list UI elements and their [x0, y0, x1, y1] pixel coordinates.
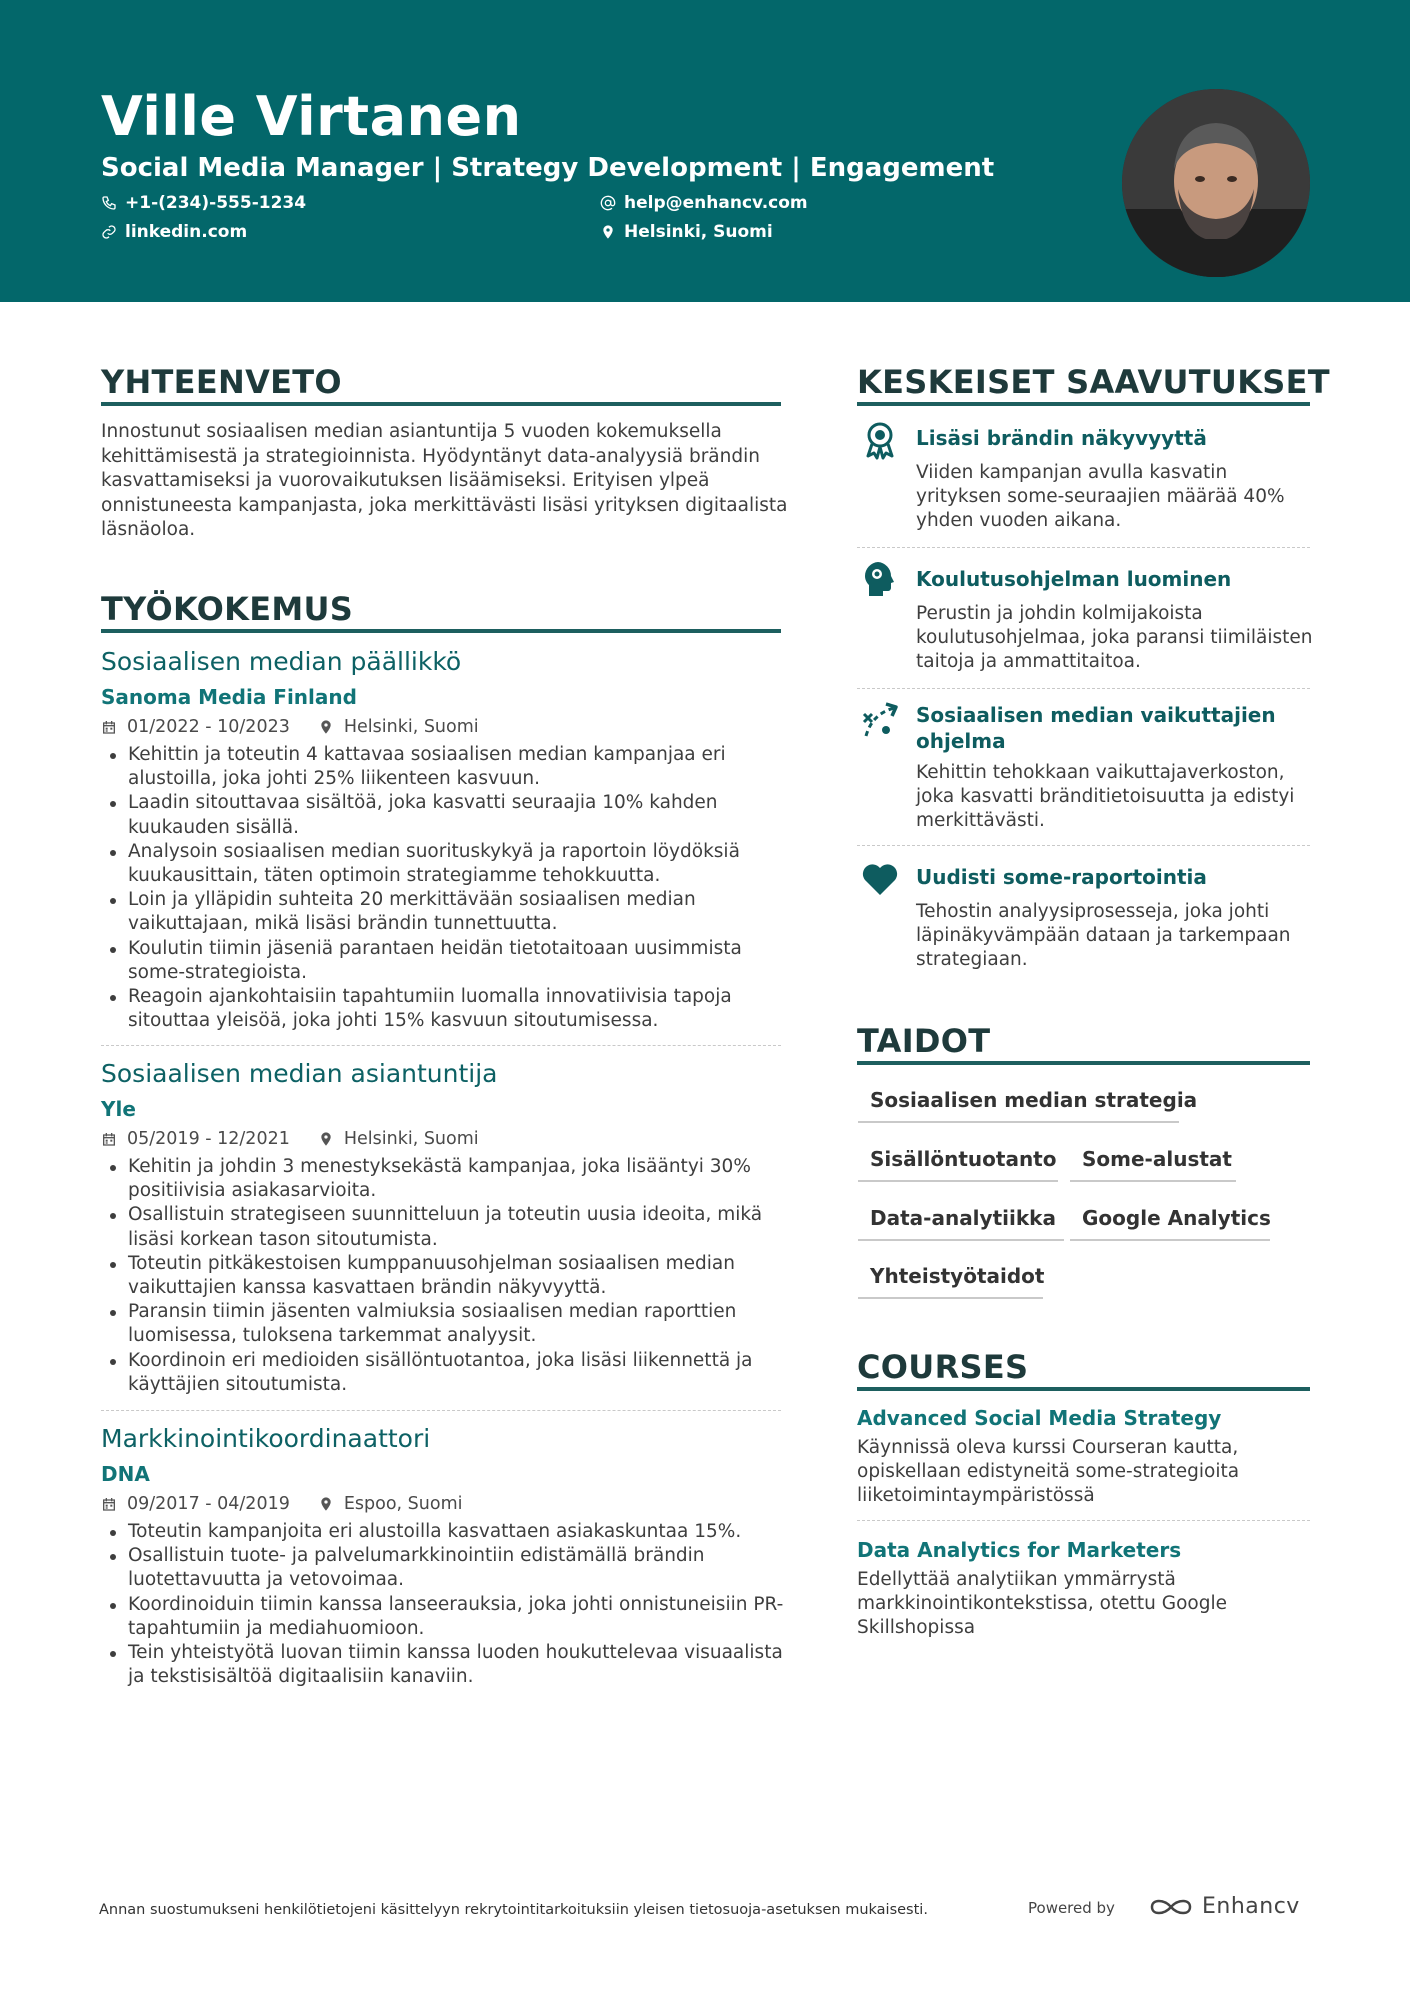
job-separator — [101, 1045, 781, 1046]
job-meta — [101, 1492, 462, 1516]
job-dates: 09/2017 - 04/2019 — [127, 1494, 290, 1514]
job-bullet: Osallistuin strategiseen suunnitteluun ja toteutin uusia ideoita, mikä lisäsi korkean tason sitoutumista. — [101, 1203, 791, 1251]
job-bullet: Laadin sitouttavaa sisältöä, joka kasvatti seuraajia 10% kahden kuukauden sisällä. — [101, 791, 791, 839]
contact-location — [600, 220, 773, 244]
job-meta — [101, 1127, 479, 1151]
job-location: Espoo, Suomi — [343, 1494, 463, 1514]
achievement-text: Tehostin analyysiprosesseja, joka johti läpinäkyvämpään dataan ja tarkempaan strategiaan. — [916, 901, 1291, 971]
candidate-headline: Social Media Manager | Strategy Development | Engagement — [101, 153, 995, 183]
location-pin-icon — [318, 719, 334, 735]
profile-photo — [1122, 89, 1310, 277]
enhancv-logo[interactable] — [1148, 1892, 1300, 1922]
powered-by-label: Powered by — [1028, 1899, 1115, 1917]
job-title: Markkinointikoordinaattori — [101, 1424, 431, 1453]
job-bullets — [101, 743, 791, 1033]
skill-tag: Some-alustat — [1070, 1144, 1236, 1182]
job-bullet: Toteutin pitkäkestoisen kumppanuusohjelman sosiaalisen median vaikuttajien kanssa kasvattaen brändin näkyvyyttä. — [101, 1252, 791, 1300]
skill-tag: Sisällöntuotanto — [858, 1144, 1058, 1182]
job-meta — [101, 715, 479, 739]
job-bullet: Koordinoin eri medioiden sisällöntuotantoa, joka lisäsi liikennettä ja käyttäjien sitoutumista. — [101, 1349, 791, 1397]
phone-icon — [101, 195, 117, 211]
achievement-title: Sosiaalisen median vaikuttajien ohjelma — [916, 703, 1276, 753]
achievement-title: Koulutusohjelman luominen — [916, 567, 1232, 591]
job-title: Sosiaalisen median asiantuntija — [101, 1059, 498, 1088]
job-bullet: Osallistuin tuote- ja palvelumarkkinointiin edistämällä brändin luotettavuutta ja vetovoimaa. — [101, 1544, 791, 1592]
contact-linkedin[interactable] — [101, 220, 247, 244]
courses-divider — [857, 1387, 1310, 1391]
calendar-icon — [101, 1131, 117, 1147]
achievement-separator — [857, 688, 1310, 689]
job-location: Helsinki, Suomi — [343, 717, 479, 737]
email-text: help@enhancv.com — [624, 193, 808, 213]
achievement-text: Kehittin tehokkaan vaikuttajaverkoston, joka kasvatti bränditietoisuutta ja edistyi merkittävästi. — [916, 762, 1295, 832]
summary-heading: YHTEENVETO — [101, 363, 342, 401]
candidate-name: Ville Virtanen — [101, 85, 522, 148]
brand-name: Enhancv — [1202, 1894, 1300, 1919]
location-text: Helsinki, Suomi — [624, 222, 773, 242]
experience-heading: TYÖKOKEMUS — [101, 590, 354, 628]
summary-text: Innostunut sosiaalisen median asiantuntija 5 vuoden kokemuksella kehittämisestä ja strategioinnista. Hyödyntänyt data-analyysiä brändin kasvattamiseksi ja vuorovaikutuksen lisäämiseksi. Erityisen ylpeä onnistuneesta kampanjasta, joka merkittävästi lisäsi yrityksen digitaalista läsnäoloa. — [101, 421, 788, 540]
achievement-title: Uudisti some-raportointia — [916, 865, 1207, 889]
job-title: Sosiaalisen median päällikkö — [101, 647, 462, 676]
job-bullet: Toteutin kampanjoita eri alustoilla kasvattaen asiakaskuntaa 15%. — [101, 1520, 791, 1544]
achievement-separator — [857, 547, 1310, 548]
job-location: Helsinki, Suomi — [343, 1129, 479, 1149]
skill-tag: Yhteistyötaidot — [858, 1261, 1043, 1299]
contact-phone[interactable] — [101, 191, 306, 215]
phone-text: +1-(234)-555-1234 — [125, 193, 307, 213]
award-ribbon-icon — [860, 420, 900, 460]
company-name: Yle — [101, 1097, 136, 1121]
job-bullet: Koulutin tiimin jäseniä parantaen heidän tietotaitoaan uusimmista some-strategioista. — [101, 937, 791, 985]
job-bullet: Kehitin ja johdin 3 menestyksekästä kampanjaa, joka lisääntyi 30% positiivisia asiakasarvioita. — [101, 1155, 791, 1203]
course-title: Data Analytics for Marketers — [857, 1538, 1182, 1562]
head-profile-icon — [860, 559, 900, 599]
location-pin-icon — [600, 224, 616, 240]
calendar-icon — [101, 719, 117, 735]
job-bullet: Koordinoiduin tiimin kanssa lanseerauksia, joka johti onnistuneisiin PR-tapahtumiin ja mediahuomioon. — [101, 1593, 791, 1641]
gdpr-consent: Annan suostumukseni henkilötietojeni käsittelyyn rekrytointitarkoituksiin yleisen tietosuoja-asetuksen mukaisesti. — [99, 1902, 928, 1918]
skills-heading: TAIDOT — [857, 1022, 991, 1060]
job-bullet: Reagoin ajankohtaisiin tapahtumiin luomalla innovatiivisia tapoja sitouttaa yleisöä, joka johti 15% kasvuun sitoutumisessa. — [101, 985, 791, 1033]
calendar-icon — [101, 1496, 117, 1512]
course-separator — [857, 1520, 1310, 1521]
location-pin-icon — [318, 1496, 334, 1512]
achievements-divider — [857, 402, 1310, 406]
experience-divider — [101, 629, 781, 633]
job-dates: 05/2019 - 12/2021 — [127, 1129, 290, 1149]
job-bullet: Loin ja ylläpidin suhteita 20 merkittävään sosiaalisen median vaikuttajaan, mikä lisäsi brändin tunnettuutta. — [101, 888, 791, 936]
job-bullets — [101, 1520, 791, 1689]
contact-email[interactable] — [600, 191, 808, 215]
job-separator — [101, 1410, 781, 1411]
company-name: Sanoma Media Finland — [101, 685, 357, 709]
achievements-heading: KESKEISET SAAVUTUKSET — [857, 363, 1330, 401]
company-name: DNA — [101, 1462, 150, 1486]
skill-tag: Data-analytiikka — [858, 1203, 1064, 1241]
summary-divider — [101, 402, 781, 406]
skills-divider — [857, 1061, 1310, 1065]
job-bullet: Kehittin ja toteutin 4 kattavaa sosiaalisen median kampanjaa eri alustoilla, joka johti 25% liikenteen kasvuun. — [101, 743, 791, 791]
course-title: Advanced Social Media Strategy — [857, 1406, 1222, 1430]
achievement-text: Viiden kampanjan avulla kasvatin yrityksen some-seuraajien määrää 40% yhden vuoden aikana. — [916, 462, 1285, 532]
job-bullets — [101, 1155, 791, 1397]
resume-header — [0, 0, 1410, 302]
skill-tag: Sosiaalisen median strategia — [858, 1085, 1179, 1123]
courses-heading: COURSES — [857, 1348, 1029, 1386]
course-text: Käynnissä oleva kurssi Courseran kautta, opiskellaan edistyneitä some-strategioita liiketoimintaympäristössä — [857, 1437, 1240, 1507]
at-sign-icon — [600, 195, 616, 211]
job-bullet: Analysoin sosiaalisen median suorituskykyä ja raportoin löydöksiä kuukausittain, täten optimoin strategiamme tehokkuutta. — [101, 840, 791, 888]
skill-tag: Google Analytics — [1070, 1203, 1270, 1241]
infinity-logo-icon — [1148, 1894, 1194, 1920]
job-dates: 01/2022 - 10/2023 — [127, 717, 290, 737]
heart-icon — [860, 859, 900, 899]
link-icon — [101, 224, 117, 240]
job-bullet: Paransin tiimin jäsenten valmiuksia sosiaalisen median raporttien luomisessa, tuloksena tarkemmat analyysit. — [101, 1300, 791, 1348]
achievement-title: Lisäsi brändin näkyvyyttä — [916, 426, 1207, 450]
strategy-arrow-icon — [860, 700, 900, 740]
course-text: Edellyttää analytiikan ymmärrystä markkinointikontekstissa, otettu Google Skillshopissa — [857, 1569, 1227, 1639]
job-bullet: Tein yhteistyötä luovan tiimin kanssa luoden houkuttelevaa visuaalista ja tekstisisältöä digitaalisiin kanaviin. — [101, 1641, 791, 1689]
linkedin-text: linkedin.com — [125, 222, 248, 242]
achievement-text: Perustin ja johdin kolmijakoista koulutusohjelmaa, joka paransi tiimiläisten taitoja ja ammattitaitoa. — [916, 603, 1313, 673]
location-pin-icon — [318, 1131, 334, 1147]
achievement-separator — [857, 845, 1310, 846]
